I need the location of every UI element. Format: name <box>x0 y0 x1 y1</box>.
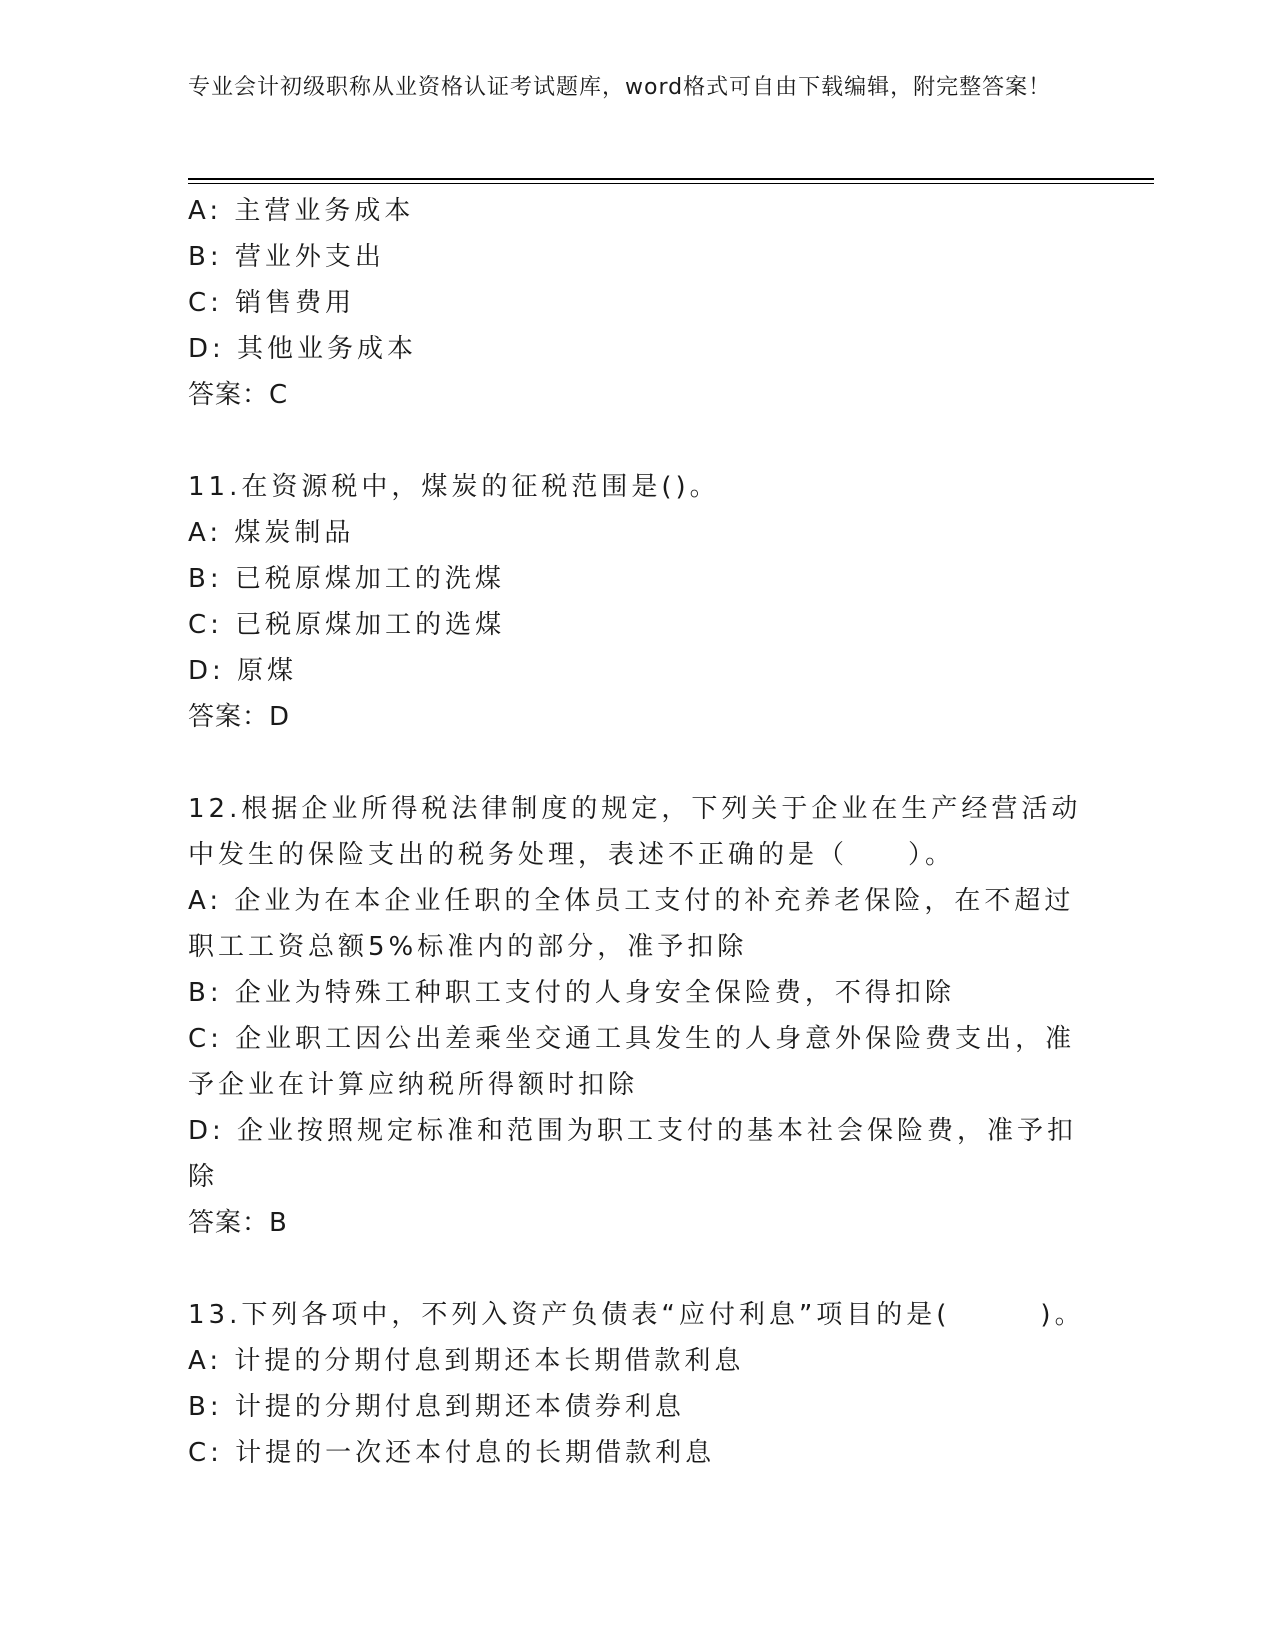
header-divider-thick <box>188 178 1154 180</box>
answer: 答案：C <box>188 380 289 410</box>
option-b: B: 营业外支出 <box>188 242 385 272</box>
answer: 答案：D <box>188 702 291 732</box>
option-a: A: 煤炭制品 <box>188 518 355 548</box>
document-header: 专业会计初级职称从业资格认证考试题库，word格式可自由下载编辑，附完整答案！ <box>188 75 1052 100</box>
option-b: B: 已税原煤加工的洗煤 <box>188 564 505 594</box>
option-c: C: 企业职工因公出差乘坐交通工具发生的人身意外保险费支出，准予企业在计算应纳税所得额时扣除 <box>188 1024 1076 1100</box>
option-b: B: 计提的分期付息到期还本债券利息 <box>188 1392 685 1422</box>
option-c: C: 已税原煤加工的选煤 <box>188 610 506 640</box>
question-10 <box>188 188 1088 418</box>
question-12 <box>188 786 1088 1246</box>
question-title: 12.根据企业所得税法律制度的规定，下列关于企业在生产经营活动中发生的保险支出的税务处理，表述不正确的是（ ）。 <box>188 794 1082 870</box>
answer: 答案：B <box>188 1208 288 1238</box>
option-c: C: 计提的一次还本付息的长期借款利息 <box>188 1438 716 1468</box>
option-a: A: 企业为在本企业任职的全体员工支付的补充养老保险，在不超过职工工资总额5%标准内的部分，准予扣除 <box>188 886 1075 962</box>
header-divider-thin <box>188 183 1154 184</box>
option-a: A: 主营业务成本 <box>188 196 415 226</box>
option-d: D: 其他业务成本 <box>188 334 418 364</box>
question-13 <box>188 1292 1088 1476</box>
option-a: A: 计提的分期付息到期还本长期借款利息 <box>188 1346 745 1376</box>
option-d: D: 企业按照规定标准和范围为职工支付的基本社会保险费，准予扣除 <box>188 1116 1078 1192</box>
question-11 <box>188 464 1088 740</box>
option-d: D: 原煤 <box>188 656 298 686</box>
option-b: B: 企业为特殊工种职工支付的人身安全保险费，不得扣除 <box>188 978 955 1008</box>
option-c: C: 销售费用 <box>188 288 356 318</box>
question-title: 13.下列各项中，不列入资产负债表“应付利息”项目的是( )。 <box>188 1300 1085 1330</box>
question-title: 11.在资源税中，煤炭的征税范围是()。 <box>188 472 720 502</box>
question-content <box>188 188 1088 1476</box>
